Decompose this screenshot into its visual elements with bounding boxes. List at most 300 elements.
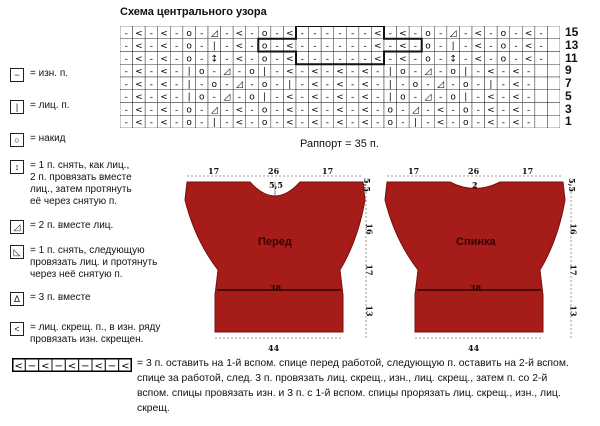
chart-symbol: o [261, 54, 268, 65]
chart-symbol: - [526, 105, 531, 116]
chart-symbol: < [311, 92, 319, 103]
chart-symbol: - [174, 41, 179, 52]
chart-symbol: - [212, 92, 216, 103]
chart-symbol: - [464, 41, 468, 52]
chart-symbol: - [501, 92, 506, 103]
chart-symbol: - [149, 67, 154, 78]
chart-cell [535, 64, 548, 77]
pattern-chart [120, 26, 560, 128]
chart-symbol: - [124, 54, 128, 65]
back-body-shape [385, 182, 565, 332]
page-title: Схема центрального узора [120, 6, 267, 18]
chart-symbol: - [325, 79, 330, 90]
chart-symbol: - [388, 54, 392, 65]
chart-symbol: ↕ [449, 54, 457, 65]
cable-symbol-glyph: < [14, 361, 23, 372]
chart-symbol: - [149, 118, 154, 128]
chart-symbol: < [399, 41, 407, 52]
chart-symbol: - [174, 54, 179, 65]
legend-line: через неё снятую п. [30, 269, 123, 280]
chart-symbol: o [450, 67, 456, 78]
chart-symbol: < [336, 79, 344, 90]
chart-symbol: - [275, 54, 279, 65]
chart-symbol: o [186, 28, 192, 39]
chart-symbol: - [325, 92, 330, 103]
chart-symbol: < [285, 41, 294, 52]
chart-symbol: - [526, 67, 531, 78]
chart-symbol: < [285, 54, 294, 65]
chart-symbol: - [212, 67, 216, 78]
chart-symbol: - [174, 118, 179, 128]
legend-text [30, 133, 66, 145]
chart-symbol: < [160, 28, 168, 39]
chart-symbol: - [476, 105, 480, 116]
row-number: 1 [565, 114, 572, 129]
chart-symbol: o [387, 105, 394, 116]
chart-symbol: ◿ [449, 28, 457, 39]
chart-cell [547, 26, 560, 39]
legend-text [30, 220, 113, 232]
chart-symbol: < [135, 118, 143, 128]
chart-symbol: < [512, 79, 520, 90]
cable-symbol-glyph: − [81, 361, 90, 372]
chart-symbol: - [300, 79, 304, 90]
back-neck-depth: 2 [472, 180, 478, 190]
chart-symbol: | [388, 79, 392, 90]
chart-symbol: < [474, 28, 483, 39]
cable-symbol-glyph: < [67, 361, 77, 372]
chart-symbol: - [350, 92, 355, 103]
chart-symbol: | [413, 118, 417, 128]
chart-symbol: - [300, 28, 304, 39]
chart-symbol: - [124, 118, 128, 128]
chart-symbol: ◿ [424, 92, 432, 103]
chart-symbol: - [313, 41, 317, 52]
chart-symbol: - [225, 28, 229, 39]
chart-symbol: - [174, 28, 179, 39]
chart-symbol: - [438, 54, 443, 65]
chart-symbol: | [388, 67, 392, 78]
chart-symbol: - [413, 54, 418, 65]
chart-symbol: - [200, 118, 204, 128]
chart-symbol: - [250, 79, 254, 90]
chart-symbol: - [413, 28, 418, 39]
chart-symbol: < [160, 67, 168, 78]
chart-symbol: < [512, 118, 520, 128]
cable-symbol-glyph: − [27, 361, 37, 372]
chart-symbol: o [500, 28, 507, 39]
chart-symbol: < [285, 105, 294, 116]
cable-symbol-glyph: − [107, 361, 117, 372]
chart-symbol: | [212, 41, 216, 52]
knit-icon: | [10, 100, 24, 114]
chart-symbol: < [135, 79, 143, 90]
chart-cell [547, 77, 560, 90]
chart-symbol: - [464, 28, 468, 39]
chart-symbol: - [501, 118, 506, 128]
chart-cell [547, 39, 560, 52]
cable-symbol-glyph: − [54, 361, 63, 372]
ssk-icon: ◺ [10, 245, 24, 259]
front-neck: 26 [268, 166, 280, 176]
chart-symbol: < [160, 41, 168, 52]
chart-symbol: - [325, 118, 330, 128]
chart-symbol: < [135, 41, 143, 52]
chart-symbol: - [338, 54, 342, 65]
chart-symbol: - [250, 28, 254, 39]
chart-symbol: | [489, 79, 493, 90]
chart-symbol: ◿ [437, 79, 445, 90]
chart-symbol: - [124, 92, 128, 103]
chart-symbol: - [438, 28, 443, 39]
chart-symbol: - [476, 92, 480, 103]
chart-symbol: - [476, 118, 480, 128]
chart-symbol: < [135, 28, 143, 39]
chart-symbol: - [413, 41, 418, 52]
chart-symbol: < [135, 67, 143, 78]
chart-symbol: < [361, 92, 369, 103]
chart-symbol: - [275, 28, 279, 39]
chart-symbol: - [426, 105, 430, 116]
chart-symbol: o [186, 41, 192, 52]
legend-text [30, 322, 160, 346]
chart-symbol: - [149, 92, 154, 103]
chart-symbol: < [399, 54, 407, 65]
chart-symbol: < [285, 67, 294, 78]
legend-line: = 1 п. снять, следующую [30, 245, 145, 256]
chart-symbol: - [438, 41, 443, 52]
back-title: Спинка [456, 236, 496, 248]
chart-symbol: < [336, 105, 344, 116]
legend-line: = лиц. п. [30, 100, 70, 111]
chart-symbol: < [373, 28, 382, 39]
chart-symbol: < [160, 79, 168, 90]
chart-symbol: ◿ [411, 105, 419, 116]
chart-symbol: | [187, 79, 191, 90]
chart-symbol: o [261, 28, 268, 39]
chart-symbol: o [462, 118, 469, 128]
chart-symbol: < [135, 105, 143, 116]
chart-symbol: - [539, 28, 543, 39]
chart-symbol: - [388, 41, 392, 52]
chart-symbol: < [311, 67, 319, 78]
rapport-label: Раппорт = 35 п. [300, 138, 379, 150]
front-title: Перед [258, 236, 292, 248]
chart-symbol: ◿ [210, 105, 218, 116]
chart-symbol: - [376, 67, 380, 78]
chart-symbol: < [524, 41, 533, 52]
front-side-3: 13 [364, 305, 375, 317]
legend-line: = лиц. скрещ. п., в изн. ряду [30, 322, 161, 333]
chart-symbol: - [401, 105, 405, 116]
cable-symbol [12, 358, 132, 372]
chart-symbol: - [501, 67, 506, 78]
chart-symbol: < [160, 92, 168, 103]
row-number: 13 [565, 37, 579, 52]
chart-symbol: ↕ [210, 54, 219, 65]
chart-symbol: - [300, 54, 304, 65]
chart-symbol: - [225, 79, 229, 90]
chart-symbol: < [336, 67, 344, 78]
back-waist-mark: 38 [470, 283, 482, 293]
legend-line: лиц., затем протянуть [30, 184, 132, 195]
chart-symbol: < [436, 105, 445, 116]
front-side-top: 5,5 [361, 178, 372, 192]
chart-symbol: - [275, 105, 279, 116]
chart-symbol: - [388, 28, 392, 39]
chart-symbol: < [524, 28, 533, 39]
chart-symbol: - [526, 118, 531, 128]
chart-symbol: | [464, 67, 468, 78]
chart-symbol: - [325, 41, 330, 52]
chart-symbol: - [350, 105, 355, 116]
chart-symbol: ◿ [223, 67, 231, 78]
cable-symbol-glyph: < [121, 361, 130, 372]
chart-symbol: < [285, 28, 294, 39]
chart-symbol: - [237, 67, 242, 78]
chart-symbol: | [263, 67, 267, 78]
front-body-shape [185, 182, 365, 332]
legend-text [30, 245, 157, 281]
legend-line: = изн. п. [30, 68, 69, 79]
chart-cell [547, 90, 560, 103]
chart-symbol: < [399, 28, 407, 39]
chart-symbol: - [350, 67, 355, 78]
chart-symbol: - [124, 41, 128, 52]
cable-symbol-glyph: < [94, 361, 103, 372]
chart-symbol: < [361, 67, 369, 78]
chart-symbol: - [149, 105, 154, 116]
chart-symbol: - [300, 105, 304, 116]
chart-symbol: o [261, 118, 268, 128]
k3tog-icon: Δ [10, 292, 24, 306]
crossed-purl-icon: < [10, 322, 24, 336]
legend-text [30, 292, 91, 304]
chart-symbol: - [438, 67, 443, 78]
chart-symbol: - [539, 41, 543, 52]
chart-symbol: - [489, 28, 493, 39]
chart-symbol: o [500, 54, 507, 65]
chart-symbol: < [285, 118, 294, 128]
chart-symbol: - [350, 118, 355, 128]
legend-line: её через снятую п. [30, 196, 118, 207]
chart-symbol: | [212, 118, 216, 128]
chart-symbol: - [200, 105, 204, 116]
chart-symbol: - [149, 41, 154, 52]
chart-symbol: - [124, 67, 128, 78]
chart-symbol: < [474, 54, 483, 65]
front-top-right: 17 [322, 166, 334, 176]
cable-line: спице за работой, след. 3 п. провязать лиц. скрещ., изн., лиц. скрещ., затем п. со 2-й [137, 373, 548, 384]
chart-symbol: | [451, 41, 455, 52]
back-side-top: 5,5 [566, 178, 577, 192]
chart-symbol: - [250, 118, 254, 128]
chart-symbol: - [174, 105, 179, 116]
chart-symbol: < [235, 41, 244, 52]
legend-line: провязать изн. скрещен. [30, 334, 144, 345]
chart-cell [547, 103, 560, 116]
chart-symbol: < [160, 118, 168, 128]
legend-text [30, 160, 132, 208]
chart-symbol: - [200, 28, 204, 39]
chart-symbol: o [261, 41, 268, 52]
chart-symbol: ◿ [210, 28, 218, 39]
chart-symbol: - [413, 92, 418, 103]
chart-symbol: - [325, 67, 330, 78]
chart-symbol: < [487, 67, 495, 78]
back-neck: 26 [468, 166, 480, 176]
chart-symbol: | [187, 92, 191, 103]
yarn-over-icon: ○ [10, 133, 24, 147]
row-number: 9 [565, 63, 572, 78]
chart-symbol: - [174, 79, 179, 90]
front-bottom: 44 [268, 343, 280, 353]
cable-line: = 3 п. оставить на 1-й вспом. спице перед работой, следующую п. оставить на 2-й вспом. [137, 358, 569, 369]
chart-symbol: - [376, 105, 380, 116]
back-bottom: 44 [468, 343, 480, 353]
chart-symbol: < [373, 41, 382, 52]
chart-symbol: - [376, 79, 380, 90]
chart-symbol: - [237, 92, 242, 103]
chart-symbol: < [336, 118, 344, 128]
sl1-k2tog-psso-icon: ↕ [10, 160, 24, 174]
chart-symbol: | [263, 92, 267, 103]
front-side-1: 16 [364, 223, 375, 235]
chart-cell [535, 115, 548, 128]
chart-symbol: - [376, 92, 380, 103]
chart-symbol: - [401, 118, 405, 128]
chart-symbol: - [376, 118, 380, 128]
chart-symbol: - [426, 79, 430, 90]
front-waist-mark: 38 [270, 283, 282, 293]
chart-symbol: - [438, 92, 443, 103]
chart-symbol: - [501, 105, 506, 116]
chart-symbol: - [300, 67, 304, 78]
chart-symbol: - [451, 118, 455, 128]
chart-symbol: - [225, 105, 229, 116]
chart-symbol: - [200, 41, 204, 52]
chart-symbol: - [200, 54, 204, 65]
chart-symbol: - [476, 79, 480, 90]
back-top-right: 17 [522, 166, 534, 176]
chart-symbol: < [160, 105, 168, 116]
chart-symbol: - [124, 28, 128, 39]
legend-line: = 1 п. снять, как лиц., [30, 160, 130, 171]
back-side-2: 17 [568, 264, 579, 276]
chart-symbol: < [512, 105, 520, 116]
chart-symbol: o [387, 118, 394, 128]
chart-symbol: - [539, 54, 543, 65]
chart-cell [535, 90, 548, 103]
legend-text [30, 100, 70, 112]
chart-symbol: - [225, 118, 229, 128]
chart-symbol: o [462, 105, 469, 116]
chart-symbol: < [436, 118, 445, 128]
chart-symbol: - [174, 67, 179, 78]
chart-symbol: - [275, 67, 279, 78]
chart-symbol: - [451, 79, 455, 90]
chart-symbol: - [489, 54, 493, 65]
chart-symbol: o [198, 67, 205, 78]
chart-symbol: - [225, 41, 229, 52]
chart-symbol: < [487, 92, 495, 103]
chart-symbol: < [361, 105, 369, 116]
chart-symbol: o [412, 79, 419, 90]
legend-line: = 2 п. вместе лиц. [30, 220, 114, 231]
row-number: 7 [565, 76, 572, 90]
chart-symbol: < [487, 118, 495, 128]
k2tog-icon: ◿ [10, 220, 24, 234]
back-top-left: 17 [408, 166, 420, 176]
chart-symbol: o [261, 79, 268, 90]
chart-symbol: < [361, 79, 369, 90]
chart-symbol: - [149, 28, 154, 39]
chart-cell [535, 77, 548, 90]
chart-symbol: < [512, 67, 520, 78]
back-side-3: 13 [568, 305, 579, 317]
chart-symbol: - [426, 118, 430, 128]
chart-symbol: < [336, 92, 344, 103]
chart-symbol: - [124, 79, 128, 90]
cable-line: скрещ. [137, 403, 170, 414]
chart-symbol: - [514, 54, 518, 65]
chart-symbol: - [275, 92, 279, 103]
row-number: 3 [565, 101, 572, 116]
chart-symbol: < [235, 54, 244, 65]
chart-symbol: < [311, 105, 319, 116]
chart-symbol: - [363, 41, 367, 52]
chart-symbol: - [250, 105, 254, 116]
chart-symbol: o [400, 92, 406, 103]
chart-symbol: - [350, 41, 355, 52]
chart-symbol: < [135, 54, 143, 65]
chart-symbol: - [313, 54, 317, 65]
chart-symbol: - [526, 92, 531, 103]
chart-symbol: - [200, 79, 204, 90]
chart-symbol: - [464, 54, 468, 65]
chart-symbol: - [174, 92, 179, 103]
back-side-1: 16 [568, 223, 579, 235]
chart-symbol: - [149, 54, 154, 65]
chart-symbol: | [464, 92, 468, 103]
chart-symbol: o [211, 79, 218, 90]
chart-symbol: - [489, 41, 493, 52]
chart-symbol: ◿ [424, 67, 432, 78]
chart-symbol: - [300, 92, 304, 103]
chart-symbol: - [325, 105, 330, 116]
chart-symbol: - [526, 79, 531, 90]
cable-symbol-glyph: < [41, 361, 50, 372]
chart-symbol: - [250, 41, 254, 52]
chart-symbol: ◿ [235, 79, 243, 90]
chart-cell [547, 115, 560, 128]
chart-symbol: < [487, 105, 495, 116]
chart-symbol: o [425, 41, 431, 52]
chart-symbol: - [338, 28, 342, 39]
chart-symbol: - [275, 118, 279, 128]
front-neck-depth: 5,5 [269, 180, 283, 190]
front-side-2: 17 [364, 264, 375, 276]
chart-symbol: - [325, 54, 330, 65]
chart-symbol: | [187, 67, 191, 78]
chart-symbol: - [225, 54, 229, 65]
chart-symbol: - [325, 28, 330, 39]
chart-symbol: o [425, 28, 431, 39]
row-number: 5 [565, 88, 572, 103]
chart-symbol: o [249, 92, 255, 103]
chart-symbol: - [514, 41, 518, 52]
chart-symbol: - [350, 28, 355, 39]
